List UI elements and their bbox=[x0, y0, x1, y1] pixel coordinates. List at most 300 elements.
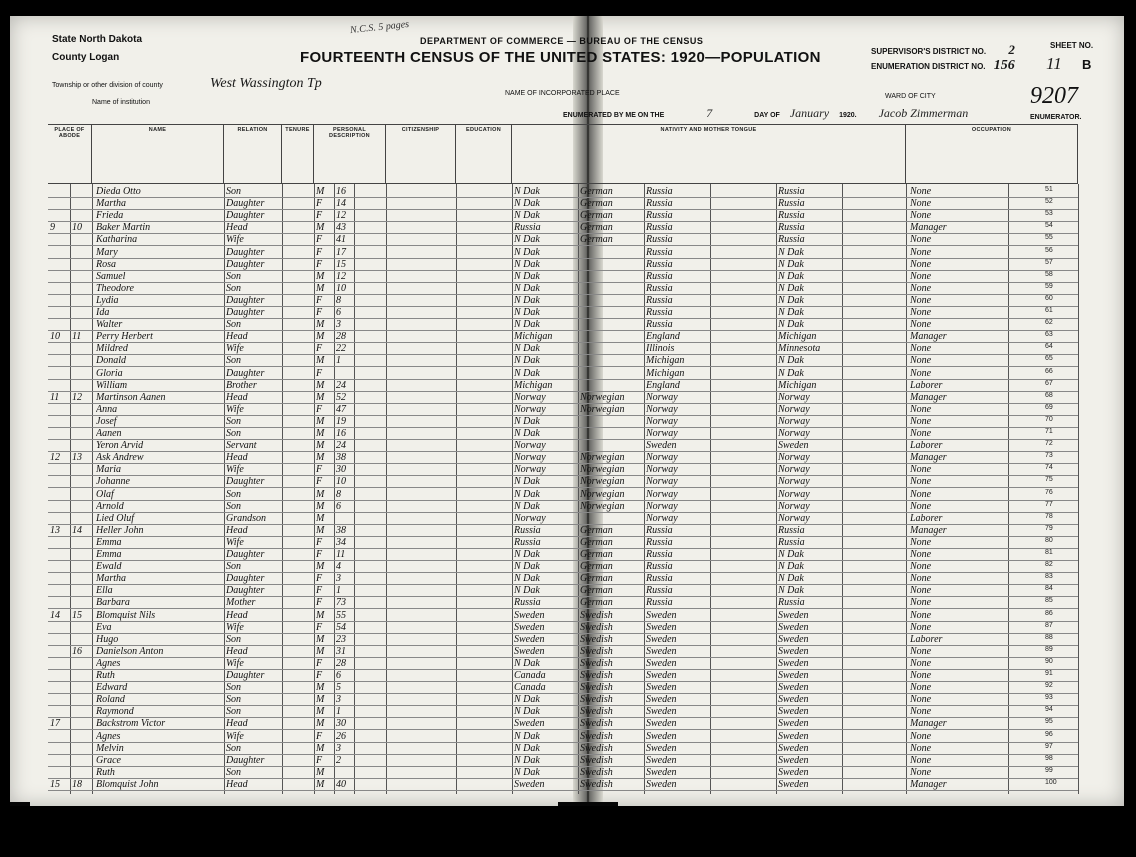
table-row bbox=[48, 501, 1078, 513]
cell-age: 5 bbox=[336, 682, 341, 694]
enumerated-mid: DAY OF bbox=[754, 112, 780, 119]
cell-sex: M bbox=[316, 512, 325, 524]
table-row bbox=[48, 452, 1078, 464]
cell-fbirth: Sweden bbox=[646, 694, 677, 706]
cell-name: Mary bbox=[96, 246, 118, 258]
cell-occ: Manager bbox=[910, 391, 947, 403]
cell-age: 1 bbox=[336, 585, 341, 597]
cell-sex: M bbox=[316, 682, 325, 694]
cell-tongue: Norwegian bbox=[580, 452, 625, 464]
cell-dw bbox=[50, 646, 70, 658]
cell-fbirth: Russia bbox=[646, 234, 673, 246]
enumerated-year: 1920. bbox=[839, 112, 857, 119]
enumeration-line bbox=[563, 106, 968, 121]
cell-birth: N Dak bbox=[514, 766, 540, 778]
cell-dw bbox=[50, 186, 70, 198]
cell-mbirth: Norway bbox=[778, 488, 810, 500]
line-number: 61 bbox=[1045, 307, 1053, 314]
line-number: 55 bbox=[1045, 234, 1053, 242]
cell-dw bbox=[50, 658, 70, 670]
line-number: 53 bbox=[1045, 210, 1053, 218]
cell-fam: 10 bbox=[72, 222, 82, 234]
cell-fbirth: Sweden bbox=[646, 742, 677, 754]
cell-tongue: German bbox=[580, 597, 613, 609]
cell-age: 19 bbox=[336, 415, 346, 427]
cell-fam bbox=[72, 319, 92, 331]
cell-rel: Son bbox=[226, 355, 241, 367]
cell-sex: M bbox=[316, 186, 325, 197]
cell-dw bbox=[50, 755, 70, 767]
cell-birth: Sweden bbox=[514, 609, 545, 621]
cell-sex: M bbox=[316, 331, 325, 343]
cell-dw bbox=[50, 416, 70, 428]
cell-fbirth: Norway bbox=[646, 452, 678, 464]
cell-fam bbox=[72, 561, 92, 573]
cell-occ: None bbox=[910, 476, 932, 488]
cell-rel: Son bbox=[226, 633, 241, 645]
enumerated-day: 7 bbox=[706, 106, 713, 120]
cell-sex: F bbox=[316, 234, 323, 246]
line-number: 87 bbox=[1045, 621, 1053, 629]
cell-age: 6 bbox=[336, 500, 341, 512]
cell-fam bbox=[72, 573, 92, 585]
cell-dw bbox=[50, 634, 70, 646]
enumerated-prefix: ENUMERATED BY ME ON THE bbox=[563, 112, 665, 119]
cell-fam bbox=[72, 380, 92, 392]
cell-fbirth: Sweden bbox=[646, 706, 677, 718]
enum-district-value: 156 bbox=[993, 58, 1015, 73]
cell-sex: M bbox=[316, 488, 325, 500]
line-number: 57 bbox=[1045, 258, 1053, 266]
sheet-letter: B bbox=[1082, 57, 1092, 72]
line-number: 60 bbox=[1045, 294, 1053, 302]
cell-mbirth: N Dak bbox=[778, 585, 804, 597]
cell-rel: Daughter bbox=[226, 573, 265, 585]
cell-mbirth: Sweden bbox=[778, 609, 809, 621]
cell-age: 3 bbox=[336, 319, 341, 331]
table-row bbox=[48, 634, 1078, 646]
enumerator-name: Jacob Zimmerman bbox=[878, 106, 969, 120]
cell-fam bbox=[72, 489, 92, 501]
cell-name: Ruth bbox=[96, 670, 115, 681]
cell-name: Martinson Aanen bbox=[96, 391, 166, 403]
cell-age: 11 bbox=[336, 549, 346, 560]
cell-dw bbox=[50, 404, 70, 416]
cell-mbirth: N Dak bbox=[778, 282, 804, 294]
cell-fam bbox=[72, 694, 92, 706]
cell-rel: Daughter bbox=[226, 585, 265, 597]
cell-mbirth: N Dak bbox=[778, 549, 804, 560]
cell-birth: Canada bbox=[514, 670, 546, 681]
line-number: 80 bbox=[1045, 536, 1053, 544]
cell-dw bbox=[50, 670, 70, 682]
cell-birth: Norway bbox=[514, 440, 546, 452]
cell-dw bbox=[50, 549, 70, 561]
cell-dw bbox=[50, 476, 70, 488]
table-row bbox=[48, 440, 1078, 452]
cell-fbirth: Russia bbox=[646, 282, 673, 294]
cell-occ: None bbox=[910, 694, 932, 706]
cell-birth: N Dak bbox=[514, 198, 540, 210]
cell-tongue: Norwegian bbox=[580, 500, 625, 512]
cell-occ: None bbox=[910, 645, 932, 657]
cell-age bbox=[336, 513, 354, 525]
cell-age: 23 bbox=[336, 633, 346, 645]
cell-fam bbox=[72, 501, 92, 513]
table-row bbox=[48, 210, 1078, 222]
cell-age: 16 bbox=[336, 186, 346, 197]
cell-rel: Daughter bbox=[226, 754, 265, 766]
line-number: 67 bbox=[1045, 379, 1053, 387]
cell-fbirth: Russia bbox=[646, 294, 673, 306]
cell-dw bbox=[50, 234, 70, 246]
cell-sex: F bbox=[316, 754, 323, 766]
cell-mbirth: Sweden bbox=[778, 778, 809, 790]
line-number: 65 bbox=[1045, 355, 1053, 363]
cell-fam bbox=[72, 549, 92, 561]
cell-age: 24 bbox=[336, 379, 346, 391]
line-number: 94 bbox=[1045, 706, 1053, 714]
cell-dw bbox=[50, 561, 70, 573]
cell-age: 10 bbox=[336, 282, 346, 294]
supervisor-label: SUPERVISOR'S DISTRICT NO. bbox=[871, 47, 987, 56]
cell-dw bbox=[50, 537, 70, 549]
cell-tongue: Swedish bbox=[580, 766, 613, 778]
cell-mbirth: Russia bbox=[778, 536, 805, 548]
cell-occ: None bbox=[910, 609, 932, 621]
cell-birth: N Dak bbox=[514, 186, 540, 197]
cell-age: 16 bbox=[336, 428, 346, 439]
line-number: 74 bbox=[1045, 464, 1053, 472]
cell-mbirth: Sweden bbox=[778, 621, 809, 633]
cell-rel: Daughter bbox=[226, 198, 265, 210]
cell-fbirth: Russia bbox=[646, 585, 673, 597]
cell-occ: None bbox=[910, 415, 932, 427]
cell-fbirth: Russia bbox=[646, 319, 673, 331]
cell-fam bbox=[72, 271, 92, 283]
col-citizenship: CITIZENSHIP bbox=[386, 124, 456, 184]
cell-fam bbox=[72, 755, 92, 767]
cell-age bbox=[336, 767, 354, 779]
cell-age: 38 bbox=[336, 452, 346, 464]
cell-mbirth: Sweden bbox=[778, 633, 809, 645]
cell-rel: Daughter bbox=[226, 307, 265, 318]
cell-dw bbox=[50, 743, 70, 755]
cell-age: 14 bbox=[336, 198, 346, 210]
cell-occ: Manager bbox=[910, 331, 947, 343]
cell-birth: N Dak bbox=[514, 294, 540, 306]
cell-sex: M bbox=[316, 694, 325, 706]
cell-dw: 9 bbox=[50, 222, 55, 234]
cell-occ: None bbox=[910, 573, 932, 585]
cell-tongue: Swedish bbox=[580, 718, 613, 730]
cell-fbirth: Sweden bbox=[646, 682, 677, 694]
cell-birth: N Dak bbox=[514, 500, 540, 512]
cell-age: 31 bbox=[336, 645, 346, 657]
line-number: 62 bbox=[1045, 319, 1053, 327]
page-title: FOURTEENTH CENSUS OF THE UNITED STATES: 1920—POPULATION bbox=[300, 49, 821, 66]
cell-birth: N Dak bbox=[514, 706, 540, 718]
cell-age: 24 bbox=[336, 440, 346, 452]
cell-occ: Manager bbox=[910, 524, 947, 536]
cell-dw bbox=[50, 428, 70, 440]
cell-age: 3 bbox=[336, 694, 341, 706]
sheet-number: 11 bbox=[1046, 54, 1062, 73]
cell-mbirth: Sweden bbox=[778, 766, 809, 778]
line-number: 98 bbox=[1045, 754, 1053, 762]
cell-dw: 10 bbox=[50, 331, 60, 343]
cell-age: 2 bbox=[336, 754, 341, 766]
cell-name: Heller John bbox=[96, 524, 144, 536]
cell-occ: Manager bbox=[910, 222, 947, 234]
cell-dw bbox=[50, 731, 70, 743]
cell-mbirth: N Dak bbox=[778, 246, 804, 258]
line-number: 95 bbox=[1045, 718, 1053, 726]
cell-occ: None bbox=[910, 210, 932, 222]
cell-rel: Head bbox=[226, 524, 248, 536]
cell-birth: Sweden bbox=[514, 633, 545, 645]
cell-tongue: German bbox=[580, 210, 613, 222]
cell-name: Blomquist Nils bbox=[96, 609, 156, 621]
cell-mbirth: Sweden bbox=[778, 706, 809, 718]
cell-fbirth: Russia bbox=[646, 186, 673, 197]
cell-age: 28 bbox=[336, 657, 346, 669]
cell-age: 30 bbox=[336, 464, 346, 476]
cell-fam: 13 bbox=[72, 452, 82, 464]
cell-occ: None bbox=[910, 500, 932, 512]
cell-sex: F bbox=[316, 246, 323, 258]
cell-age: 4 bbox=[336, 561, 341, 573]
cell-fam bbox=[72, 307, 92, 319]
cell-name: Martha bbox=[96, 573, 126, 585]
cell-sex: M bbox=[316, 428, 325, 439]
cell-dw: 14 bbox=[50, 609, 60, 621]
cell-tongue: Swedish bbox=[580, 657, 613, 669]
line-number: 89 bbox=[1045, 645, 1053, 653]
cell-birth: N Dak bbox=[514, 258, 540, 270]
cell-age: 34 bbox=[336, 536, 346, 548]
cell-age: 41 bbox=[336, 234, 346, 246]
cell-fbirth: Russia bbox=[646, 246, 673, 258]
cell-birth: N Dak bbox=[514, 367, 540, 379]
cell-tongue: Swedish bbox=[580, 621, 613, 633]
cell-name: Ruth bbox=[96, 766, 115, 778]
cell-mbirth: Norway bbox=[778, 476, 810, 488]
cell-sex: M bbox=[316, 415, 325, 427]
column-rule bbox=[1078, 184, 1079, 794]
cell-fam bbox=[72, 210, 92, 222]
line-number: 83 bbox=[1045, 573, 1053, 581]
cell-fam bbox=[72, 682, 92, 694]
cell-fbirth: Sweden bbox=[646, 621, 677, 633]
cell-sex: M bbox=[316, 718, 325, 730]
cell-tongue bbox=[580, 428, 644, 440]
cell-mbirth: Norway bbox=[778, 500, 810, 512]
cell-sex: F bbox=[316, 198, 323, 210]
cell-birth: N Dak bbox=[514, 754, 540, 766]
cell-name: Josef bbox=[96, 415, 117, 427]
cell-birth: Russia bbox=[514, 536, 541, 548]
cell-name: Donald bbox=[96, 355, 126, 367]
cell-occ: None bbox=[910, 464, 932, 476]
cell-fbirth: Norway bbox=[646, 488, 678, 500]
cell-sex: F bbox=[316, 573, 323, 585]
cell-age bbox=[336, 368, 354, 380]
cell-name: Theodore bbox=[96, 282, 134, 294]
cell-occ: None bbox=[910, 367, 932, 379]
cell-tongue bbox=[580, 319, 644, 331]
cell-fbirth: Sweden bbox=[646, 754, 677, 766]
cell-fbirth: Russia bbox=[646, 307, 673, 318]
cell-age: 47 bbox=[336, 403, 346, 415]
cell-occ: Laborer bbox=[910, 512, 943, 524]
cell-tongue bbox=[580, 440, 644, 452]
cell-occ: None bbox=[910, 706, 932, 718]
cell-dw: 12 bbox=[50, 452, 60, 464]
cell-fam bbox=[72, 247, 92, 259]
cell-sex: M bbox=[316, 633, 325, 645]
cell-mbirth: N Dak bbox=[778, 573, 804, 585]
cell-fbirth: Russia bbox=[646, 573, 673, 585]
cell-fbirth: Russia bbox=[646, 210, 673, 222]
cell-sex: F bbox=[316, 670, 323, 681]
cell-rel: Wife bbox=[226, 621, 244, 633]
cell-mbirth: Norway bbox=[778, 428, 810, 439]
cell-mbirth: Sweden bbox=[778, 742, 809, 754]
cell-age: 73 bbox=[336, 597, 346, 609]
table-row bbox=[48, 428, 1078, 440]
cell-tongue: Norwegian bbox=[580, 464, 625, 476]
cell-tongue: Swedish bbox=[580, 645, 613, 657]
cell-name: Olaf bbox=[96, 488, 114, 500]
cell-age: 1 bbox=[336, 706, 341, 718]
col-relation: RELATION bbox=[224, 124, 282, 184]
table-row bbox=[48, 489, 1078, 501]
cell-mbirth: N Dak bbox=[778, 561, 804, 573]
cell-dw bbox=[50, 622, 70, 634]
table-row bbox=[48, 670, 1078, 682]
cell-tongue: Norwegian bbox=[580, 476, 625, 488]
cell-name: Agnes bbox=[96, 657, 121, 669]
cell-sex: M bbox=[316, 609, 325, 621]
cell-mbirth: Russia bbox=[778, 210, 805, 222]
cell-rel: Daughter bbox=[226, 367, 265, 379]
line-number: 76 bbox=[1045, 488, 1053, 496]
cell-age: 10 bbox=[336, 476, 346, 488]
cell-fam bbox=[72, 464, 92, 476]
cell-occ: Manager bbox=[910, 718, 947, 730]
table-row bbox=[48, 198, 1078, 210]
cell-sex: M bbox=[316, 355, 325, 367]
cell-rel: Daughter bbox=[226, 294, 265, 306]
line-number: 97 bbox=[1045, 742, 1053, 750]
cell-dw bbox=[50, 295, 70, 307]
table-row bbox=[48, 331, 1078, 343]
table-row bbox=[48, 779, 1078, 791]
enumeration-district bbox=[871, 58, 1015, 74]
table-row bbox=[48, 731, 1078, 743]
cell-name: Frieda bbox=[96, 210, 124, 222]
institution-label: Name of institution bbox=[92, 99, 150, 106]
stamp-number: 9207 bbox=[1030, 83, 1078, 109]
cell-occ: None bbox=[910, 730, 932, 742]
cell-name: Martha bbox=[96, 198, 126, 210]
cell-birth: Sweden bbox=[514, 645, 545, 657]
cell-rel: Son bbox=[226, 766, 241, 778]
cell-fbirth: Sweden bbox=[646, 645, 677, 657]
cell-age: 40 bbox=[336, 778, 346, 790]
cell-tongue: Swedish bbox=[580, 694, 613, 706]
cell-mbirth: N Dak bbox=[778, 355, 804, 367]
ward-label: WARD OF CITY bbox=[885, 93, 936, 100]
table-row bbox=[48, 392, 1078, 404]
cell-tongue: Swedish bbox=[580, 633, 613, 645]
line-number: 90 bbox=[1045, 657, 1053, 665]
line-number: 71 bbox=[1045, 428, 1053, 435]
cell-mbirth: Sweden bbox=[778, 730, 809, 742]
col-name: NAME bbox=[92, 124, 224, 184]
cell-rel: Brother bbox=[226, 379, 257, 391]
cell-tongue bbox=[580, 307, 644, 319]
cell-birth: N Dak bbox=[514, 319, 540, 331]
cell-sex: M bbox=[316, 561, 325, 573]
col-tenure: TENURE bbox=[282, 124, 314, 184]
cell-name: Danielson Anton bbox=[96, 645, 164, 657]
line-number: 81 bbox=[1045, 549, 1053, 556]
cell-tongue: German bbox=[580, 198, 613, 210]
cell-name: Ask Andrew bbox=[96, 452, 144, 464]
cell-rel: Son bbox=[226, 694, 241, 706]
cell-tongue bbox=[580, 331, 644, 343]
cell-birth: Sweden bbox=[514, 778, 545, 790]
cell-birth: Canada bbox=[514, 682, 546, 694]
cell-fam bbox=[72, 234, 92, 246]
line-number: 92 bbox=[1045, 682, 1053, 690]
table-row bbox=[48, 247, 1078, 259]
cell-name: Rosa bbox=[96, 258, 116, 270]
cell-fbirth: Norway bbox=[646, 391, 678, 403]
cell-birth: N Dak bbox=[514, 488, 540, 500]
table-row bbox=[48, 610, 1078, 622]
line-number: 88 bbox=[1045, 633, 1053, 641]
cell-fbirth: Norway bbox=[646, 403, 678, 415]
line-number: 69 bbox=[1045, 403, 1053, 411]
cell-fbirth: Russia bbox=[646, 222, 673, 234]
cell-name: Ella bbox=[96, 585, 113, 597]
cell-mbirth: Norway bbox=[778, 452, 810, 464]
cell-dw bbox=[50, 440, 70, 452]
township-value: West Wassington Tp bbox=[210, 76, 322, 91]
cell-age: 38 bbox=[336, 524, 346, 536]
line-number: 86 bbox=[1045, 609, 1053, 617]
line-number: 59 bbox=[1045, 282, 1053, 290]
cell-rel: Head bbox=[226, 718, 248, 730]
cell-sex: M bbox=[316, 391, 325, 403]
enumerator-label: ENUMERATOR. bbox=[1030, 114, 1082, 121]
cell-name: Arnold bbox=[96, 500, 124, 512]
table-row bbox=[48, 682, 1078, 694]
cell-fam bbox=[72, 295, 92, 307]
cell-rel: Wife bbox=[226, 657, 244, 669]
cell-fbirth: Russia bbox=[646, 597, 673, 609]
cell-name: Agnes bbox=[96, 730, 121, 742]
table-row bbox=[48, 694, 1078, 706]
table-row bbox=[48, 464, 1078, 476]
cell-birth: N Dak bbox=[514, 246, 540, 258]
cell-mbirth: Sweden bbox=[778, 694, 809, 706]
cell-dw bbox=[50, 682, 70, 694]
cell-mbirth: Minnesota bbox=[778, 343, 821, 355]
